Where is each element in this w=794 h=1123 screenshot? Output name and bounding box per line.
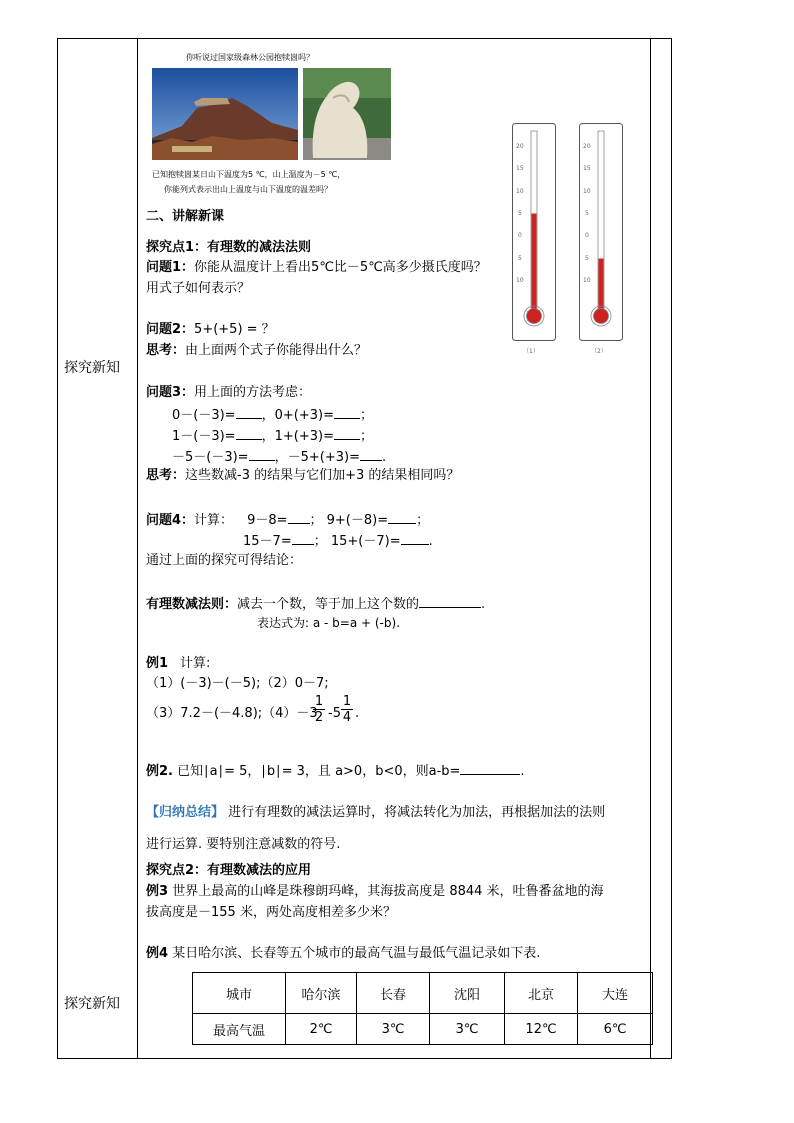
thermo2-tick-10: 10 bbox=[583, 188, 591, 195]
blank bbox=[360, 448, 382, 461]
frame-col2 bbox=[650, 38, 651, 1059]
q3 bbox=[146, 385, 311, 401]
q2 bbox=[146, 322, 275, 338]
thermo1-tick-5: 5 bbox=[518, 210, 522, 217]
ex1-fraction-2 bbox=[341, 694, 353, 725]
ex2-label: 例2. bbox=[146, 764, 173, 779]
left-col-label-1: 探究新知 bbox=[64, 360, 120, 376]
thermo1-tick-0: 0 bbox=[518, 232, 522, 239]
ex3-line2: 拔高度是－155 米，两处高度相差多少米？ bbox=[146, 905, 396, 920]
left-col-label-2: 探究新知 bbox=[64, 996, 120, 1012]
thermo1-tick-10: 10 bbox=[516, 188, 524, 195]
q4-line-2: 15－7= ； 15+(－7)= . bbox=[243, 534, 433, 549]
q2-label: 问题2： bbox=[146, 322, 195, 337]
thermo2-tick-20: 20 bbox=[583, 143, 591, 150]
table-cell: 3℃ bbox=[430, 1014, 505, 1045]
thermo1-label: （1） bbox=[523, 348, 539, 355]
blank bbox=[334, 427, 360, 440]
ex1-label: 例1 bbox=[146, 656, 169, 671]
ex1-line2: （3）7.2－(－4.8);（4）－3 bbox=[146, 706, 318, 721]
think1 bbox=[146, 343, 367, 359]
table-cell: 12℃ bbox=[505, 1014, 578, 1045]
thermo1-tick-neg5: 5 bbox=[518, 255, 522, 262]
blank bbox=[334, 406, 360, 419]
q1-label: 问题1： bbox=[146, 260, 195, 275]
fraction-denominator: 2 bbox=[314, 710, 324, 725]
table-cell: 最高气温 bbox=[193, 1014, 286, 1045]
table-row bbox=[193, 1014, 653, 1045]
blank bbox=[288, 511, 310, 524]
think2-label: 思考： bbox=[146, 468, 186, 483]
photo-caption-top: 你听说过国家级森林公园抱犊崮吗？ bbox=[186, 53, 314, 62]
q3-label: 问题3： bbox=[146, 385, 195, 400]
think2 bbox=[146, 468, 459, 484]
blank bbox=[401, 532, 429, 545]
table-cell: 沈阳 bbox=[430, 973, 505, 1014]
blank bbox=[460, 762, 520, 775]
fraction-numerator: 1 bbox=[342, 694, 352, 709]
think1-text: 由上面两个式子你能得出什么？ bbox=[185, 343, 368, 358]
q3-line-1: 0－(－3)= ，0+(+3)= ； bbox=[172, 408, 373, 423]
ex1-fraction-1 bbox=[313, 694, 325, 725]
table-cell: 3℃ bbox=[357, 1014, 430, 1045]
summary-line2: 进行运算. 要特别注意减数的符号. bbox=[146, 837, 341, 852]
q2-text: 5+(+5) = ？ bbox=[194, 322, 275, 337]
table-cell: 哈尔滨 bbox=[286, 973, 357, 1014]
rule: 有理数减法则：减去一个数，等于加上这个数的 . bbox=[146, 597, 486, 612]
point1-title: 探究点1：有理数的减法法则 bbox=[146, 240, 312, 255]
blank bbox=[236, 427, 262, 440]
ex3-label: 例3 bbox=[146, 884, 169, 899]
thermo1-tick-20: 20 bbox=[516, 143, 524, 150]
blank bbox=[236, 406, 262, 419]
q3-line-3: －5－(－3)= ，－5+(+3)= . bbox=[172, 450, 387, 465]
q4-label: 问题4： bbox=[146, 513, 195, 528]
rock-photo bbox=[303, 68, 391, 160]
table-cell: 2℃ bbox=[286, 1014, 357, 1045]
ex1-line1: （1）(－3)－(－5);（2）0－7; bbox=[146, 676, 329, 691]
table-header-row bbox=[193, 973, 653, 1014]
section2-title: 二、讲解新课 bbox=[146, 209, 225, 224]
ex1-mid: -5 bbox=[328, 706, 341, 721]
rule-label: 有理数减法则： bbox=[146, 597, 238, 612]
ex1: 例1 计算: bbox=[146, 656, 211, 671]
q3-line-2: 1－(－3)= ，1+(+3)= ； bbox=[172, 429, 373, 444]
q1-text: 你能从温度计上看出5℃比－5℃高多少摄氏度吗？ bbox=[194, 260, 487, 275]
thermo2-tick-neg10: 10 bbox=[583, 277, 591, 284]
table-cell: 长春 bbox=[357, 973, 430, 1014]
photo-caption-1: 已知抱犊崮某日山下温度为5 ℃，山上温度为－5 ℃， bbox=[152, 170, 346, 179]
think1-label: 思考： bbox=[146, 343, 186, 358]
thermo2-tick-neg5: 5 bbox=[585, 255, 589, 262]
table-cell: 大连 bbox=[578, 973, 653, 1014]
thermo2-label: （2） bbox=[591, 348, 607, 355]
blank bbox=[388, 511, 416, 524]
summary-line1: 【归纳总结】 进行有理数的减法运算时，将减法转化为加法，再根据加法的法则 bbox=[146, 805, 606, 820]
table-cell: 城市 bbox=[193, 973, 286, 1014]
city-temperature-table bbox=[192, 972, 653, 1045]
fraction-numerator: 1 bbox=[314, 694, 324, 709]
q3-text: 用上面的方法考虑： bbox=[194, 385, 312, 400]
q1 bbox=[146, 260, 487, 276]
conclusion-intro: 通过上面的探究可得结论： bbox=[146, 553, 303, 568]
frame-right bbox=[671, 38, 672, 1059]
blank bbox=[419, 595, 481, 608]
ex4-label: 例4 bbox=[146, 946, 169, 961]
frame-top bbox=[57, 38, 672, 39]
table-cell: 6℃ bbox=[578, 1014, 653, 1045]
thermo2-tick-5: 5 bbox=[585, 210, 589, 217]
frame-left bbox=[57, 38, 58, 1059]
blank bbox=[292, 532, 314, 545]
frame-col1 bbox=[137, 38, 138, 1059]
thermo2-tick-0: 0 bbox=[585, 232, 589, 239]
ex3-line1: 例3 世界上最高的山峰是珠穆朗玛峰，其海拔高度是 8844 米，吐鲁番盆地的海 bbox=[146, 884, 604, 899]
q4-line-1: 问题4：计算： 9－8= ； 9+(－8)= ； bbox=[146, 513, 430, 528]
mountain-photo bbox=[152, 68, 298, 160]
blank bbox=[249, 448, 275, 461]
q1-text2: 用式子如何表示？ bbox=[146, 281, 251, 296]
ex4: 例4 某日哈尔滨、长春等五个城市的最高气温与最低气温记录如下表. bbox=[146, 946, 541, 961]
frame-bottom bbox=[57, 1058, 672, 1059]
ex2: 例2. 已知∣a∣= 5，∣b∣= 3，且 a>0，b<0，则a-b= . bbox=[146, 764, 525, 779]
table-cell: 北京 bbox=[505, 973, 578, 1014]
rule-formula: 表达式为: a - b=a + (-b). bbox=[257, 616, 401, 630]
summary-tag: 【归纳总结】 bbox=[146, 805, 225, 820]
thermo2-tick-15: 15 bbox=[583, 165, 591, 172]
point2-title: 探究点2：有理数减法的应用 bbox=[146, 863, 312, 878]
thermo1-tick-15: 15 bbox=[516, 165, 524, 172]
photo-caption-2: 你能列式表示出山上温度与山下温度的温差吗？ bbox=[164, 185, 332, 194]
fraction-denominator: 4 bbox=[342, 710, 352, 725]
think2-text: 这些数减-3 的结果与它们加+3 的结果相同吗？ bbox=[185, 468, 460, 483]
ex1-end: . bbox=[355, 706, 360, 721]
thermo1-tick-neg10: 10 bbox=[516, 277, 524, 284]
